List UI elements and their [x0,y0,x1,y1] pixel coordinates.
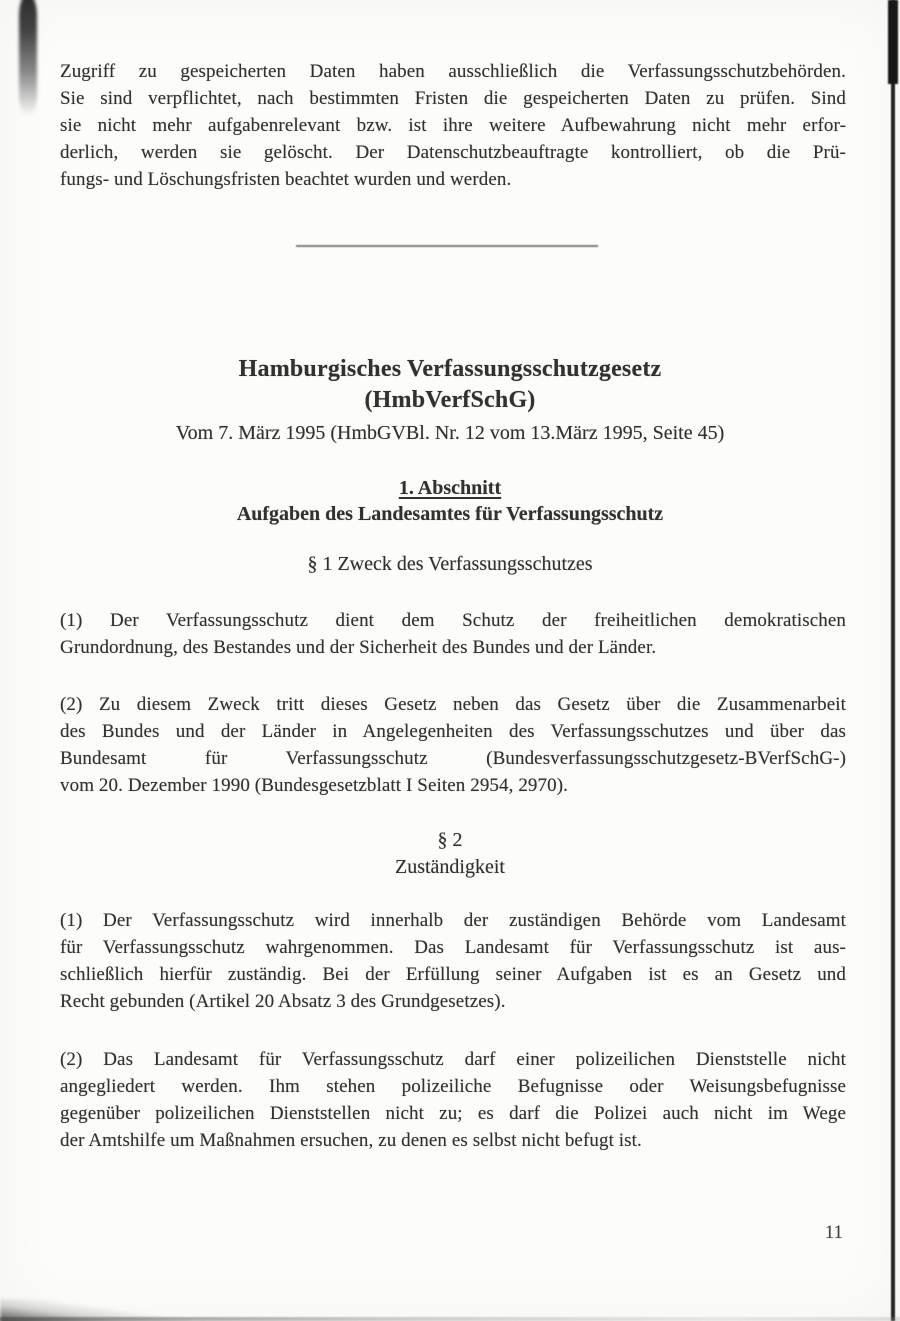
page-edge-bottom-artifact [0,1317,900,1321]
text-line: für Verfassungsschutz wahrgenommen. Das Landesamt für Verfassungsschutz ist aus- [60,937,846,958]
paragraph-1-absatz-2 [60,691,846,799]
paragraph-2-number: § 2 [437,829,463,851]
text-line: schließlich hierfür zuständig. Bei der Erfüllung seiner Aufgaben ist es an Gesetz und [60,964,846,985]
text-line: gegenüber polizeilichen Dienststellen nicht zu; es darf die Polizei auch nicht im Wege [60,1103,846,1124]
text-line: der Amtshilfe um Maßnahmen ersuchen, zu denen es selbst nicht befugt ist. [60,1130,642,1151]
text-line: (1) Der Verfassungsschutz wird innerhalb der zuständigen Behörde vom Landesamt [60,910,846,931]
text-line: Grundordnung, des Bestandes und der Sicherheit des Bundes und der Länder. [60,637,657,658]
text-line: (2) Zu diesem Zweck tritt dieses Gesetz neben das Gesetz über die Zusammenarbeit [60,694,846,715]
text-line: derlich, werden sie gelöscht. Der Datenschutzbeauftragte kontrolliert, ob die Prü- [60,142,846,163]
paragraph-1-heading-block [0,551,900,578]
text-line: sie nicht mehr aufgabenrelevant bzw. ist ihre weitere Aufbewahrung nicht mehr erfor- [60,115,846,136]
paragraph-2-heading-block [0,827,900,881]
text-line: fungs- und Löschungsfristen beachtet wurden und werden. [60,169,512,190]
text-line: Sie sind verpflichtet, nach bestimmten Fristen die gespeicherten Daten zu prüfen. Sind [60,88,846,109]
page-edge-right-top-artifact [888,0,898,84]
section-divider-rule [296,245,598,247]
law-subtitle: Vom 7. März 1995 (HmbGVBl. Nr. 12 vom 13.März 1995, Seite 45) [175,422,725,444]
section-heading: 1. Abschnitt [398,477,502,499]
intro-paragraph [60,58,846,193]
text-line: angegliedert werden. Ihm stehen polizeiliche Befugnisse oder Weisungsbefugnisse [60,1076,846,1097]
page-edge-right-artifact [891,0,895,1321]
law-title-block [0,354,900,447]
paragraph-2-absatz-2 [60,1046,846,1154]
text-line: vom 20. Dezember 1990 (Bundesgesetzblatt I Seiten 2954, 2970). [60,775,569,796]
text-line: Bundesamt für Verfassungsschutz (Bundesverfassungsschutzgesetz-BVerfSchG-) [60,748,846,769]
law-title: Hamburgisches Verfassungsschutzgesetz [238,356,662,382]
law-abbreviation: (HmbVerfSchG) [364,387,536,413]
text-line: Zugriff zu gespeicherten Daten haben ausschließlich die Verfassungsschutzbehörden. [60,61,846,82]
paragraph-2-absatz-1 [60,907,846,1015]
page-number: 11 [824,1222,843,1243]
text-line: des Bundes und der Länder in Angelegenheiten des Verfassungsschutzes und über das [60,721,846,742]
text-line: (2) Das Landesamt für Verfassungsschutz darf einer polizeilichen Dienststelle nicht [60,1049,846,1070]
paragraph-2-title: Zuständigkeit [395,856,505,878]
spine-shadow-artifact [19,0,37,116]
section-subheading: Aufgaben des Landesamtes für Verfassungsschutz [236,503,664,525]
section-heading-block [0,475,900,527]
paragraph-1-absatz-1 [60,607,846,661]
paragraph-1-heading: § 1 Zweck des Verfassungsschutzes [307,553,593,575]
text-line: Recht gebunden (Artikel 20 Absatz 3 des Grundgesetzes). [60,991,506,1012]
text-line: (1) Der Verfassungsschutz dient dem Schutz der freiheitlichen demokratischen [60,610,846,631]
